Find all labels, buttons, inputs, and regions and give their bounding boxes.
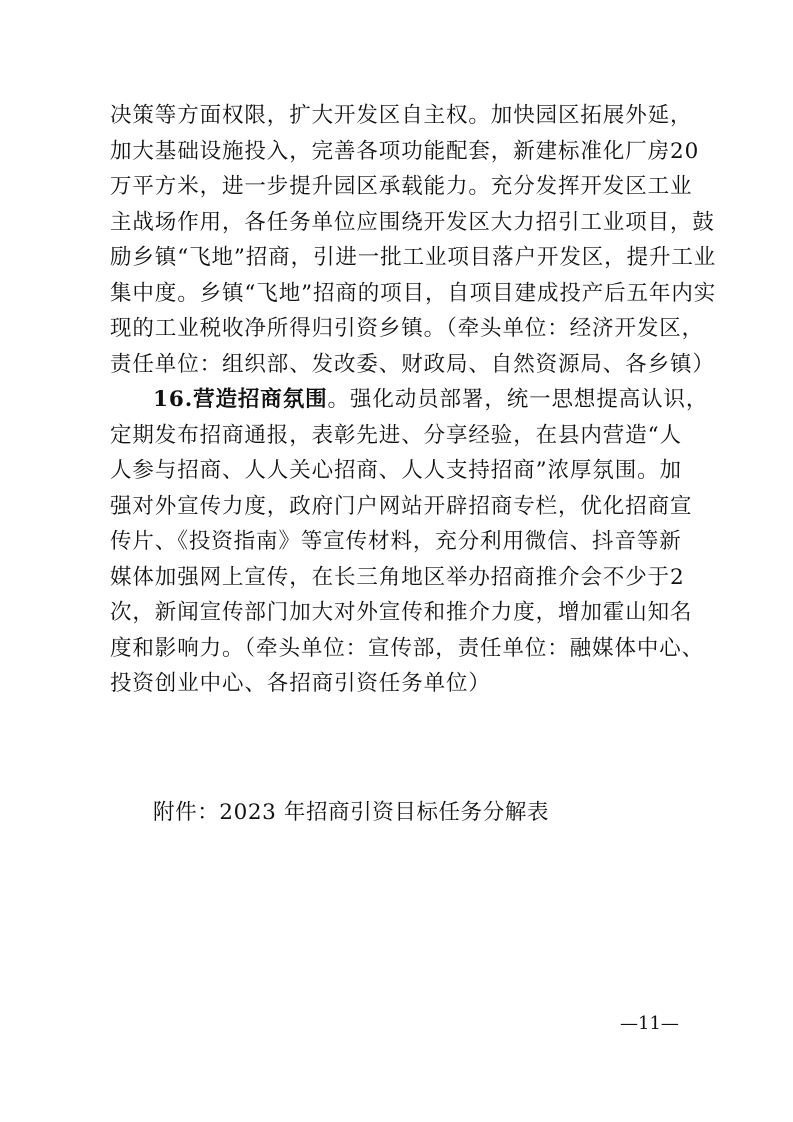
paragraph-1-line: 现的工业税收净所得归引资乡镇。（牵头单位：经济开发区，: [110, 316, 705, 341]
page-number: —11—: [620, 1013, 679, 1034]
section-heading: 16.营造招商氛围: [153, 387, 328, 412]
paragraph-1-line: 责任单位：组织部、发改委、财政局、自然资源局、各乡镇）: [110, 351, 715, 377]
paragraph-1-line: 加大基础设施投入，完善各项功能配套，新建标准化厂房20: [110, 138, 700, 164]
paragraph-1-line: 决策等方面权限，扩大开发区自主权。加快园区拓展外延，: [110, 103, 693, 128]
paragraph-2-first-line: [110, 382, 709, 418]
paragraph-2-first-line-text: 。强化动员部署，统一思想提高认识，: [327, 387, 709, 412]
paragraph-2-line: 投资创业中心、各招商引资任务单位）: [110, 671, 491, 696]
paragraph-2-line: 强对外宣传力度，政府门户网站开辟招商专栏，优化招商宣: [110, 493, 693, 519]
paragraph-2-line: 媒体加强网上宣传，在长三角地区举办招商推介会不少于2: [110, 564, 685, 590]
paragraph-2-line: 定期发布招商通报，表彰先进、分享经验，在县内营造“人: [110, 422, 682, 448]
paragraph-1-line: 集中度。乡镇“飞地”招商的项目，自项目建成投产后五年内实: [110, 280, 717, 306]
paragraph-1-line: 主战场作用，各任务单位应围绕开发区大力招引工业项目，鼓: [110, 209, 715, 235]
document-body: [110, 98, 717, 702]
paragraph-2-line: 次，新闻宣传部门加大对外宣传和推介力度，增加霍山知名: [110, 600, 693, 625]
paragraph-1-line: 万平方米，进一步提升园区承载能力。充分发挥开发区工业: [110, 174, 693, 199]
paragraph-1-line: 励乡镇“飞地”招商，引进一批工业项目落户开发区，提升工业: [110, 245, 717, 270]
paragraph-2-line: 人参与招商、人人关心招商、人人支持招商”浓厚氛围。加: [110, 458, 682, 483]
paragraph-2-line: 传片、《投资指南》等宣传材料，充分利用微信、抖音等新: [110, 529, 682, 554]
paragraph-2-line: 度和影响力。（牵头单位：宣传部，责任单位：融媒体中心、: [110, 635, 705, 661]
attachment-note: 附件：2023 年招商引资目标任务分解表: [153, 800, 550, 825]
